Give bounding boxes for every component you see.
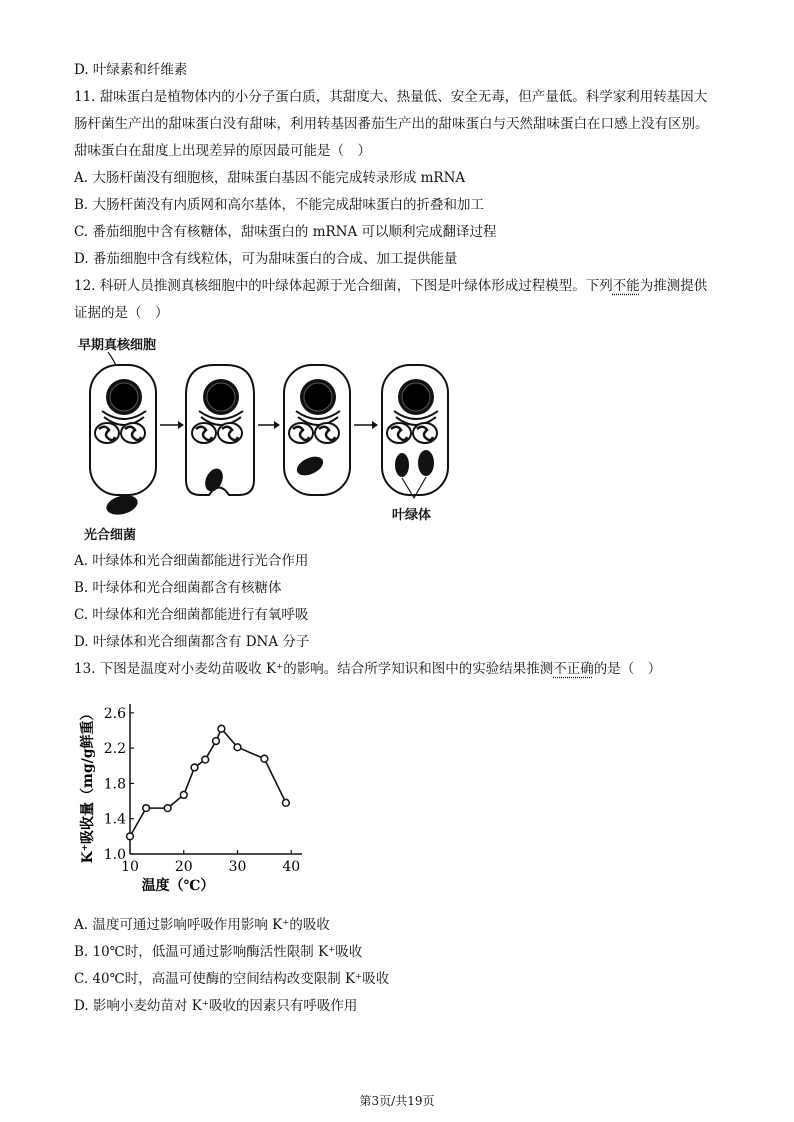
data-point (234, 744, 241, 751)
data-point (127, 833, 134, 840)
early-eukaryotic-cell-1 (90, 365, 156, 495)
q13-stem-emphasis: 不正确 (553, 661, 594, 677)
q13-stem-post: 的是（ ） (593, 661, 662, 677)
q12-stem-pre: 12. 科研人员推测真核细胞中的叶绿体起源于光合细菌，下图是叶绿体形成过程模型。下列 (74, 278, 613, 294)
data-point (282, 799, 289, 806)
q12-stem-line1 (74, 277, 707, 295)
data-point (261, 755, 268, 762)
label-chloroplast: 叶绿体 (392, 508, 432, 523)
x-tick-label: 30 (228, 859, 247, 875)
q11-option-a: A. 大肠杆菌没有细胞核，甜味蛋白基因不能完成转录形成 mRNA (74, 170, 466, 186)
x-tick-label: 40 (282, 859, 301, 875)
y-axis-label: K⁺吸收量（mg/g鲜重） (80, 706, 96, 864)
chloroplast-origin-diagram (74, 330, 474, 530)
q12-stem-line2: 证据的是（ ） (74, 305, 169, 321)
q11-stem-line1: 11. 甜味蛋白是植物体内的小分子蛋白质，其甜度大、热量低、安全无毒，但产量低。科学家利用转基因大 (74, 89, 708, 105)
eukaryotic-cell-engulfing (186, 365, 254, 495)
q10-option-d: D. 叶绿素和纤维素 (74, 62, 188, 78)
q12-option-c: C. 叶绿体和光合细菌都能进行有氧呼吸 (74, 607, 309, 623)
process-arrow-2 (258, 421, 280, 429)
q13-option-a: A. 温度可通过影响呼吸作用影响 K⁺的吸收 (74, 917, 330, 933)
label-photosynthetic-bacteria: 光合细菌 (84, 528, 137, 543)
y-tick-label: 1.4 (103, 811, 126, 828)
q11-stem-line2: 肠杆菌生产出的甜味蛋白没有甜味，利用转基因番茄生产出的甜味蛋白与天然甜味蛋白在口感上没有区别。 (74, 116, 709, 132)
q12-option-d: D. 叶绿体和光合细菌都含有 DNA 分子 (74, 634, 310, 650)
x-tick-label: 20 (174, 859, 193, 875)
q12-option-b: B. 叶绿体和光合细菌都含有核糖体 (74, 580, 282, 596)
q13-option-d: D. 影响小麦幼苗对 K⁺吸收的因素只有呼吸作用 (74, 998, 358, 1014)
x-axis-label: 温度（℃） (141, 878, 215, 894)
process-arrow-3 (354, 421, 378, 429)
label-early-eukaryotic-cell: 早期真核细胞 (78, 338, 157, 353)
photosynthetic-bacterium (104, 492, 140, 518)
q11-option-d: D. 番茄细胞中含有线粒体，可为甜味蛋白的合成、加工提供能量 (74, 251, 458, 267)
process-arrow-1 (160, 421, 184, 429)
q11-stem-line3: 甜味蛋白在甜度上出现差异的原因最可能是（ ） (74, 143, 371, 159)
data-point (218, 725, 225, 732)
page-number: 第3页/共19页 (359, 1094, 435, 1108)
series-line (130, 729, 286, 837)
x-tick-label: 10 (121, 859, 139, 875)
q12-stem-post: 为推测提供 (639, 278, 708, 294)
data-point (143, 805, 150, 812)
q11-option-c: C. 番茄细胞中含有核糖体，甜味蛋白的 mRNA 可以顺利完成翻译过程 (74, 224, 497, 240)
q13-stem (74, 660, 661, 678)
data-point (164, 805, 171, 812)
data-point (213, 738, 220, 745)
y-tick-label: 2.6 (103, 705, 126, 722)
data-point (191, 764, 198, 771)
q13-stem-pre: 13. 下图是温度对小麦幼苗吸收 K⁺的影响。结合所学知识和图中的实验结果推测 (74, 661, 554, 677)
q13-option-c: C. 40℃时，高温可使酶的空间结构改变限制 K⁺吸收 (74, 971, 390, 987)
y-tick-label: 2.2 (103, 741, 126, 758)
y-tick-label: 1.8 (103, 776, 126, 793)
y-tick-label: 1.0 (103, 847, 126, 863)
data-point (202, 756, 209, 763)
q11-option-b: B. 大肠杆菌没有内质网和高尔基体，不能完成甜味蛋白的折叠和加工 (74, 197, 485, 213)
k-uptake-temperature-chart (74, 692, 324, 902)
eukaryotic-cell-engulfed (284, 365, 350, 495)
q12-stem-emphasis: 不能 (612, 278, 640, 294)
q13-option-b: B. 10℃时，低温可通过影响酶活性限制 K⁺吸收 (74, 944, 363, 960)
q12-option-a: A. 叶绿体和光合细菌都能进行光合作用 (74, 553, 309, 569)
data-point (180, 791, 187, 798)
eukaryotic-cell-with-chloroplasts (382, 365, 448, 495)
